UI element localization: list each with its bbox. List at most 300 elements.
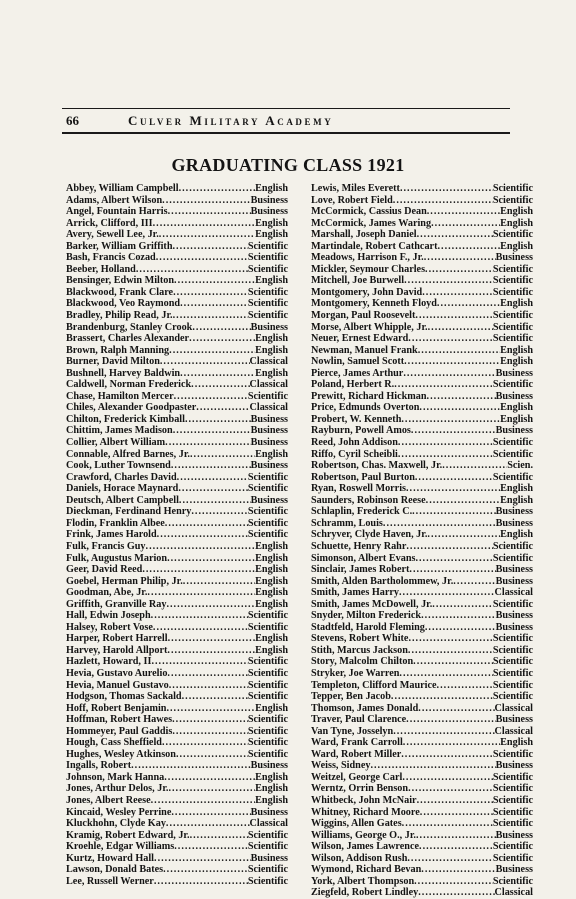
dot-leader <box>442 460 507 472</box>
graduate-name: Blackwood, Veo Raymond <box>66 298 181 310</box>
course-of-study: Scientific <box>247 737 288 749</box>
dot-leader <box>424 252 496 264</box>
course-of-study: Scientific <box>247 263 288 275</box>
graduate-entry <box>66 264 288 276</box>
dot-leader <box>415 553 492 565</box>
graduate-name: Lewis, Miles Everett <box>311 183 400 194</box>
dot-leader <box>173 287 248 299</box>
graduate-entry <box>66 529 288 541</box>
graduate-name: Mitchell, Joe Burwell <box>311 275 405 287</box>
graduate-entry <box>66 402 288 414</box>
graduate-entry <box>66 737 288 749</box>
dot-leader <box>421 864 495 876</box>
dot-leader <box>393 726 494 738</box>
course-of-study: Scientific <box>247 829 288 841</box>
dot-leader <box>182 691 248 703</box>
graduate-entry <box>66 749 288 761</box>
dot-leader <box>419 402 500 414</box>
dot-leader <box>415 472 493 484</box>
graduate-name: Smith, James Harry <box>311 587 399 599</box>
dot-leader <box>427 391 496 403</box>
graduate-name: McCormick, James Waring <box>311 217 432 229</box>
course-of-study: English <box>255 598 288 610</box>
course-of-study: Business <box>495 390 533 402</box>
graduate-name: Brassert, Charles Alexander <box>66 333 190 345</box>
graduate-entry <box>311 795 533 807</box>
graduate-entry <box>66 379 288 391</box>
course-of-study: Business <box>250 760 288 772</box>
graduate-entry <box>311 345 533 357</box>
graduate-name: Hoffman, Robert Hawes <box>66 714 173 726</box>
dot-leader <box>401 414 500 426</box>
dot-leader <box>147 587 255 599</box>
dot-leader <box>408 333 493 345</box>
course-of-study: Business <box>495 575 533 587</box>
graduate-name: Geer, David Reed <box>66 564 143 576</box>
course-of-study: Business <box>495 564 533 576</box>
graduate-entry <box>311 864 533 876</box>
graduate-entry <box>66 183 288 195</box>
graduate-entry <box>311 830 533 842</box>
graduate-entry <box>66 310 288 322</box>
graduate-name: Probert, W. Kenneth <box>311 413 402 425</box>
running-head <box>66 113 506 131</box>
course-of-study: Classical <box>494 725 533 737</box>
course-of-study: Scientific <box>247 610 288 622</box>
course-of-study: Scientific <box>492 333 533 345</box>
graduate-name: Goebel, Herman Philip, Jr. <box>66 575 183 587</box>
graduate-entry <box>311 703 533 715</box>
graduate-entry <box>66 449 288 461</box>
course-of-study: Scientific <box>492 679 533 691</box>
graduate-name: Hazlett, Howard, II <box>66 656 152 668</box>
graduate-entry <box>66 252 288 264</box>
dot-leader <box>174 275 255 287</box>
graduate-name: Wiggins, Allen Gates <box>311 818 402 830</box>
course-of-study: Scientific <box>247 621 288 633</box>
graduate-name: Brandenburg, Stanley Crook <box>66 321 193 333</box>
graduate-entry <box>66 610 288 622</box>
graduate-name: Hevia, Gustavo Aurelio <box>66 667 168 679</box>
graduate-name: Poland, Herbert R. <box>311 379 395 391</box>
graduate-entry <box>311 241 533 253</box>
dot-leader <box>406 541 492 553</box>
graduate-name: Kluckhohn, Clyde Kay <box>66 818 166 830</box>
graduate-name: Adams, Albert Wilson <box>66 194 163 206</box>
dot-leader <box>190 830 248 842</box>
graduate-entry <box>66 218 288 230</box>
course-of-study: Scientific <box>492 437 533 449</box>
course-of-study: Classical <box>249 402 288 414</box>
graduate-name: Cook, Luther Townsend <box>66 460 171 472</box>
graduate-name: Burner, David Milton <box>66 356 160 368</box>
course-of-study: Scientific <box>492 794 533 806</box>
dot-leader <box>154 876 248 888</box>
course-of-study: Scientific <box>492 875 533 887</box>
graduate-entry <box>311 680 533 692</box>
course-of-study: Scientific <box>492 818 533 830</box>
graduate-entry <box>66 841 288 853</box>
graduate-entry <box>66 472 288 484</box>
graduate-entry <box>66 241 288 253</box>
graduate-name: Sinclair, James Robert <box>311 564 410 576</box>
graduate-name: Mickler, Seymour Charles <box>311 263 426 275</box>
graduate-name: Stevens, Robert White <box>311 633 409 645</box>
dot-leader <box>157 529 248 541</box>
graduate-name: Bensinger, Edwin Milton <box>66 275 175 287</box>
graduate-name: Ward, Frank Carroll <box>311 737 403 749</box>
graduate-name: Pierce, James Arthur <box>311 367 404 379</box>
graduate-name: Smith, James McDowell, Jr. <box>311 598 433 610</box>
graduate-name: Brown, Ralph Manning <box>66 344 170 356</box>
graduate-entry <box>66 298 288 310</box>
dot-leader <box>156 252 248 264</box>
course-of-study: Scientific <box>247 714 288 726</box>
course-of-study: Scientific <box>247 286 288 298</box>
dot-leader <box>432 599 493 611</box>
dot-leader <box>192 322 250 334</box>
graduate-entry <box>66 541 288 553</box>
graduate-name: Whitney, Richard Moore <box>311 806 420 818</box>
dot-leader <box>403 368 495 380</box>
dot-leader <box>413 656 493 668</box>
course-of-study: Scientific <box>247 875 288 887</box>
course-of-study: Scientific <box>492 263 533 275</box>
dot-leader <box>168 206 251 218</box>
course-of-study: Scientific <box>492 540 533 552</box>
dot-leader <box>183 576 255 588</box>
course-of-study: English <box>500 413 533 425</box>
graduate-entry <box>66 633 288 645</box>
dot-leader <box>163 864 248 876</box>
course-of-study: Business <box>495 621 533 633</box>
dot-leader <box>151 610 248 622</box>
course-of-study: Business <box>250 321 288 333</box>
course-of-study: Business <box>495 829 533 841</box>
course-of-study: Scientific <box>492 275 533 287</box>
graduate-name: Kurtz, Howard Hall <box>66 852 155 864</box>
course-of-study: Scientific <box>247 656 288 668</box>
course-of-study: Business <box>495 367 533 379</box>
graduate-entry <box>311 368 533 380</box>
dot-leader <box>414 876 493 888</box>
dot-leader <box>437 241 500 253</box>
dot-leader <box>417 795 493 807</box>
course-of-study: Business <box>250 206 288 218</box>
course-of-study: Scientific <box>492 691 533 703</box>
dot-leader <box>166 818 250 830</box>
course-of-study: Scientific <box>247 310 288 322</box>
graduate-name: Hoff, Robert Benjamin <box>66 702 167 714</box>
graduate-name: Van Tyne, Josselyn <box>311 725 394 737</box>
course-of-study: English <box>255 367 288 379</box>
dot-leader <box>399 668 492 680</box>
dot-leader <box>421 610 496 622</box>
course-of-study: English <box>255 217 288 229</box>
dot-leader <box>415 310 492 322</box>
course-of-study: Scientific <box>492 806 533 818</box>
graduate-entry <box>311 195 533 207</box>
course-of-study: Scientific <box>492 183 533 194</box>
graduate-name: Neuer, Ernest Edward <box>311 333 409 345</box>
graduate-name: Montgomery, Kenneth Floyd <box>311 298 437 310</box>
course-of-study: Scientific <box>492 552 533 564</box>
graduate-name: Stith, Marcus Jackson <box>311 644 408 656</box>
dot-leader <box>164 772 255 784</box>
dot-leader <box>398 437 493 449</box>
dot-leader <box>408 783 493 795</box>
graduate-entry <box>311 252 533 264</box>
graduate-entry <box>66 345 288 357</box>
graduate-entry <box>311 887 533 899</box>
course-of-study: English <box>255 333 288 345</box>
dot-leader <box>394 379 493 391</box>
right-column-list <box>311 183 533 899</box>
graduate-name: Arrick, Clifford, III <box>66 217 153 229</box>
graduate-entry <box>66 391 288 403</box>
course-of-study: English <box>255 275 288 287</box>
course-of-study: Scientific <box>492 448 533 460</box>
graduate-entry <box>311 599 533 611</box>
dot-leader <box>189 333 255 345</box>
graduate-entry <box>66 726 288 738</box>
graduate-name: Chase, Hamilton Mercer <box>66 390 174 402</box>
dot-leader <box>169 680 248 692</box>
dot-leader <box>420 807 493 819</box>
graduate-entry <box>311 460 533 472</box>
dot-leader <box>146 541 256 553</box>
dot-leader <box>399 587 495 599</box>
dot-leader <box>151 795 256 807</box>
graduate-name: Lee, Russell Werner <box>66 875 154 887</box>
course-of-study: Scientific <box>492 321 533 333</box>
graduate-entry <box>311 691 533 703</box>
dot-leader <box>167 668 247 680</box>
course-of-study: English <box>255 564 288 576</box>
course-of-study: Business <box>250 806 288 818</box>
dot-leader <box>160 356 250 368</box>
dot-leader <box>178 483 247 495</box>
course-of-study: English <box>255 794 288 806</box>
course-of-study: English <box>500 529 533 541</box>
graduate-name: York, Albert Thompson <box>311 875 415 887</box>
course-of-study: Business <box>495 506 533 518</box>
course-of-study: Business <box>495 714 533 726</box>
graduate-entry <box>66 437 288 449</box>
graduate-entry <box>66 564 288 576</box>
course-of-study: Scientific <box>492 667 533 679</box>
graduate-entry <box>311 737 533 749</box>
graduate-name: Morse, Albert Whipple, Jr. <box>311 321 428 333</box>
dot-leader <box>412 506 496 518</box>
graduate-entry <box>311 587 533 599</box>
course-of-study: Business <box>250 413 288 425</box>
course-of-study: Scientific <box>247 691 288 703</box>
dot-leader <box>425 264 493 276</box>
dot-leader <box>176 749 248 761</box>
course-of-study: Scientific <box>492 656 533 668</box>
course-of-study: Scientific <box>247 748 288 760</box>
graduate-entry <box>311 218 533 230</box>
dot-leader <box>177 472 248 484</box>
course-of-study: Scientific <box>492 771 533 783</box>
dot-leader <box>404 275 493 287</box>
header-rule-bottom <box>62 132 510 134</box>
course-of-study: Scientific <box>492 748 533 760</box>
graduate-name: Kramig, Robert Edward, Jr. <box>66 829 190 841</box>
graduate-entry <box>311 726 533 738</box>
course-of-study: Business <box>250 460 288 472</box>
graduate-name: Kroehle, Edgar Williams <box>66 841 175 853</box>
graduate-entry <box>311 287 533 299</box>
dot-leader <box>166 703 255 715</box>
graduate-entry <box>66 483 288 495</box>
graduate-entry <box>311 183 533 195</box>
dot-leader <box>419 841 493 853</box>
dot-leader <box>153 218 256 230</box>
course-of-study: Scientific <box>492 310 533 322</box>
dot-leader <box>402 772 492 784</box>
graduate-name: Riffo, Cyril Scheibli <box>311 448 398 460</box>
course-of-study: English <box>500 206 533 218</box>
course-of-study: Scientific <box>247 471 288 483</box>
graduate-entry <box>66 587 288 599</box>
graduate-entry <box>66 495 288 507</box>
dot-leader <box>437 680 493 692</box>
dot-leader <box>168 783 255 795</box>
graduate-name: Abbey, William Campbell <box>66 183 179 194</box>
graduate-name: Avery, Sewell Lee, Jr. <box>66 229 159 241</box>
graduate-entry <box>311 264 533 276</box>
graduate-entry <box>311 841 533 853</box>
course-of-study: Business <box>495 425 533 437</box>
dot-leader <box>417 229 493 241</box>
graduate-name: Chilton, Frederick Kimball <box>66 413 185 425</box>
dot-leader <box>172 726 248 738</box>
graduate-name: Harper, Robert Harrell <box>66 633 168 645</box>
dot-leader <box>416 830 496 842</box>
course-of-study: English <box>255 229 288 241</box>
graduate-entry <box>66 691 288 703</box>
graduate-name: Story, Malcolm Chilton <box>311 656 414 668</box>
course-of-study: Scientific <box>492 644 533 656</box>
graduate-entry <box>311 322 533 334</box>
graduate-entry <box>311 749 533 761</box>
dot-leader <box>165 518 248 530</box>
course-of-study: Scientific <box>247 725 288 737</box>
course-of-study: Scientific <box>247 517 288 529</box>
course-of-study: English <box>500 483 533 495</box>
dot-leader <box>191 506 247 518</box>
dot-leader <box>171 807 250 819</box>
graduate-name: Tepper, Ben Jacob <box>311 691 391 703</box>
course-of-study: Business <box>250 194 288 206</box>
graduate-entry <box>66 425 288 437</box>
graduate-entry <box>311 275 533 287</box>
graduate-name: Rayburn, Powell Amos <box>311 425 411 437</box>
graduate-entry <box>311 807 533 819</box>
graduate-entry <box>311 760 533 772</box>
graduate-entry <box>311 818 533 830</box>
course-of-study: English <box>500 217 533 229</box>
dot-leader <box>407 853 492 865</box>
graduate-entry <box>66 322 288 334</box>
graduate-name: Jones, Albert Reese <box>66 794 151 806</box>
graduate-name: Stadtfeld, Harold Fleming <box>311 621 425 633</box>
graduate-name: Wymond, Richard Bevan <box>311 864 422 876</box>
graduate-name: Frink, James Harold <box>66 529 157 541</box>
graduate-entry <box>311 564 533 576</box>
dot-leader <box>167 553 255 565</box>
graduate-name: Schuette, Henry Rahr <box>311 540 407 552</box>
course-of-study: English <box>500 494 533 506</box>
dot-leader <box>162 737 248 749</box>
graduate-entry <box>311 402 533 414</box>
dot-leader <box>453 576 495 588</box>
dot-leader <box>179 495 251 507</box>
dot-leader <box>401 749 493 761</box>
course-of-study: English <box>255 575 288 587</box>
graduate-entry <box>66 518 288 530</box>
graduate-name: Chittim, James Madison <box>66 425 173 437</box>
dot-leader <box>402 818 493 830</box>
dot-leader <box>162 195 250 207</box>
graduate-entry <box>311 553 533 565</box>
dot-leader <box>425 622 496 634</box>
course-of-study: Scientific <box>492 379 533 391</box>
dot-leader <box>391 691 493 703</box>
graduate-entry <box>311 610 533 622</box>
graduate-name: Schryver, Clyde Haven, Jr. <box>311 529 428 541</box>
graduate-entry <box>311 506 533 518</box>
graduate-name: Fulk, Augustus Marion <box>66 552 168 564</box>
course-of-study: Scientific <box>247 390 288 402</box>
course-of-study: Scientific <box>247 667 288 679</box>
graduate-name: Ingalls, Robert <box>66 760 132 772</box>
graduate-entry <box>66 830 288 842</box>
graduate-name: Schlaplin, Frederick C. <box>311 506 413 518</box>
dot-leader <box>166 599 255 611</box>
graduate-name: Robertson, Chas. Maxwell, Jr. <box>311 460 443 472</box>
graduate-entry <box>66 622 288 634</box>
course-of-study: Business <box>495 517 533 529</box>
course-of-study: English <box>255 448 288 460</box>
graduate-name: Deutsch, Albert Campbell <box>66 494 179 506</box>
course-of-study: English <box>500 344 533 356</box>
dot-leader <box>427 206 500 218</box>
graduate-name: Bushnell, Harvey Baldwin <box>66 367 181 379</box>
graduate-entry <box>66 807 288 819</box>
graduate-name: Newman, Manuel Frank <box>311 344 418 356</box>
graduate-entry <box>311 529 533 541</box>
graduate-entry <box>311 425 533 437</box>
dot-leader <box>408 645 493 657</box>
graduate-entry <box>311 783 533 795</box>
dot-leader <box>409 564 495 576</box>
course-of-study: English <box>255 183 288 194</box>
page-title: GRADUATING CLASS 1921 <box>171 155 405 175</box>
graduate-entry <box>66 795 288 807</box>
graduate-entry <box>311 449 533 461</box>
graduate-entry <box>311 472 533 484</box>
graduate-entry <box>311 206 533 218</box>
graduate-entry <box>66 195 288 207</box>
dot-leader <box>174 841 248 853</box>
dot-leader <box>165 437 250 449</box>
dot-leader <box>173 425 251 437</box>
page-number: 66 <box>66 113 79 128</box>
course-of-study: Scientific <box>247 864 288 876</box>
